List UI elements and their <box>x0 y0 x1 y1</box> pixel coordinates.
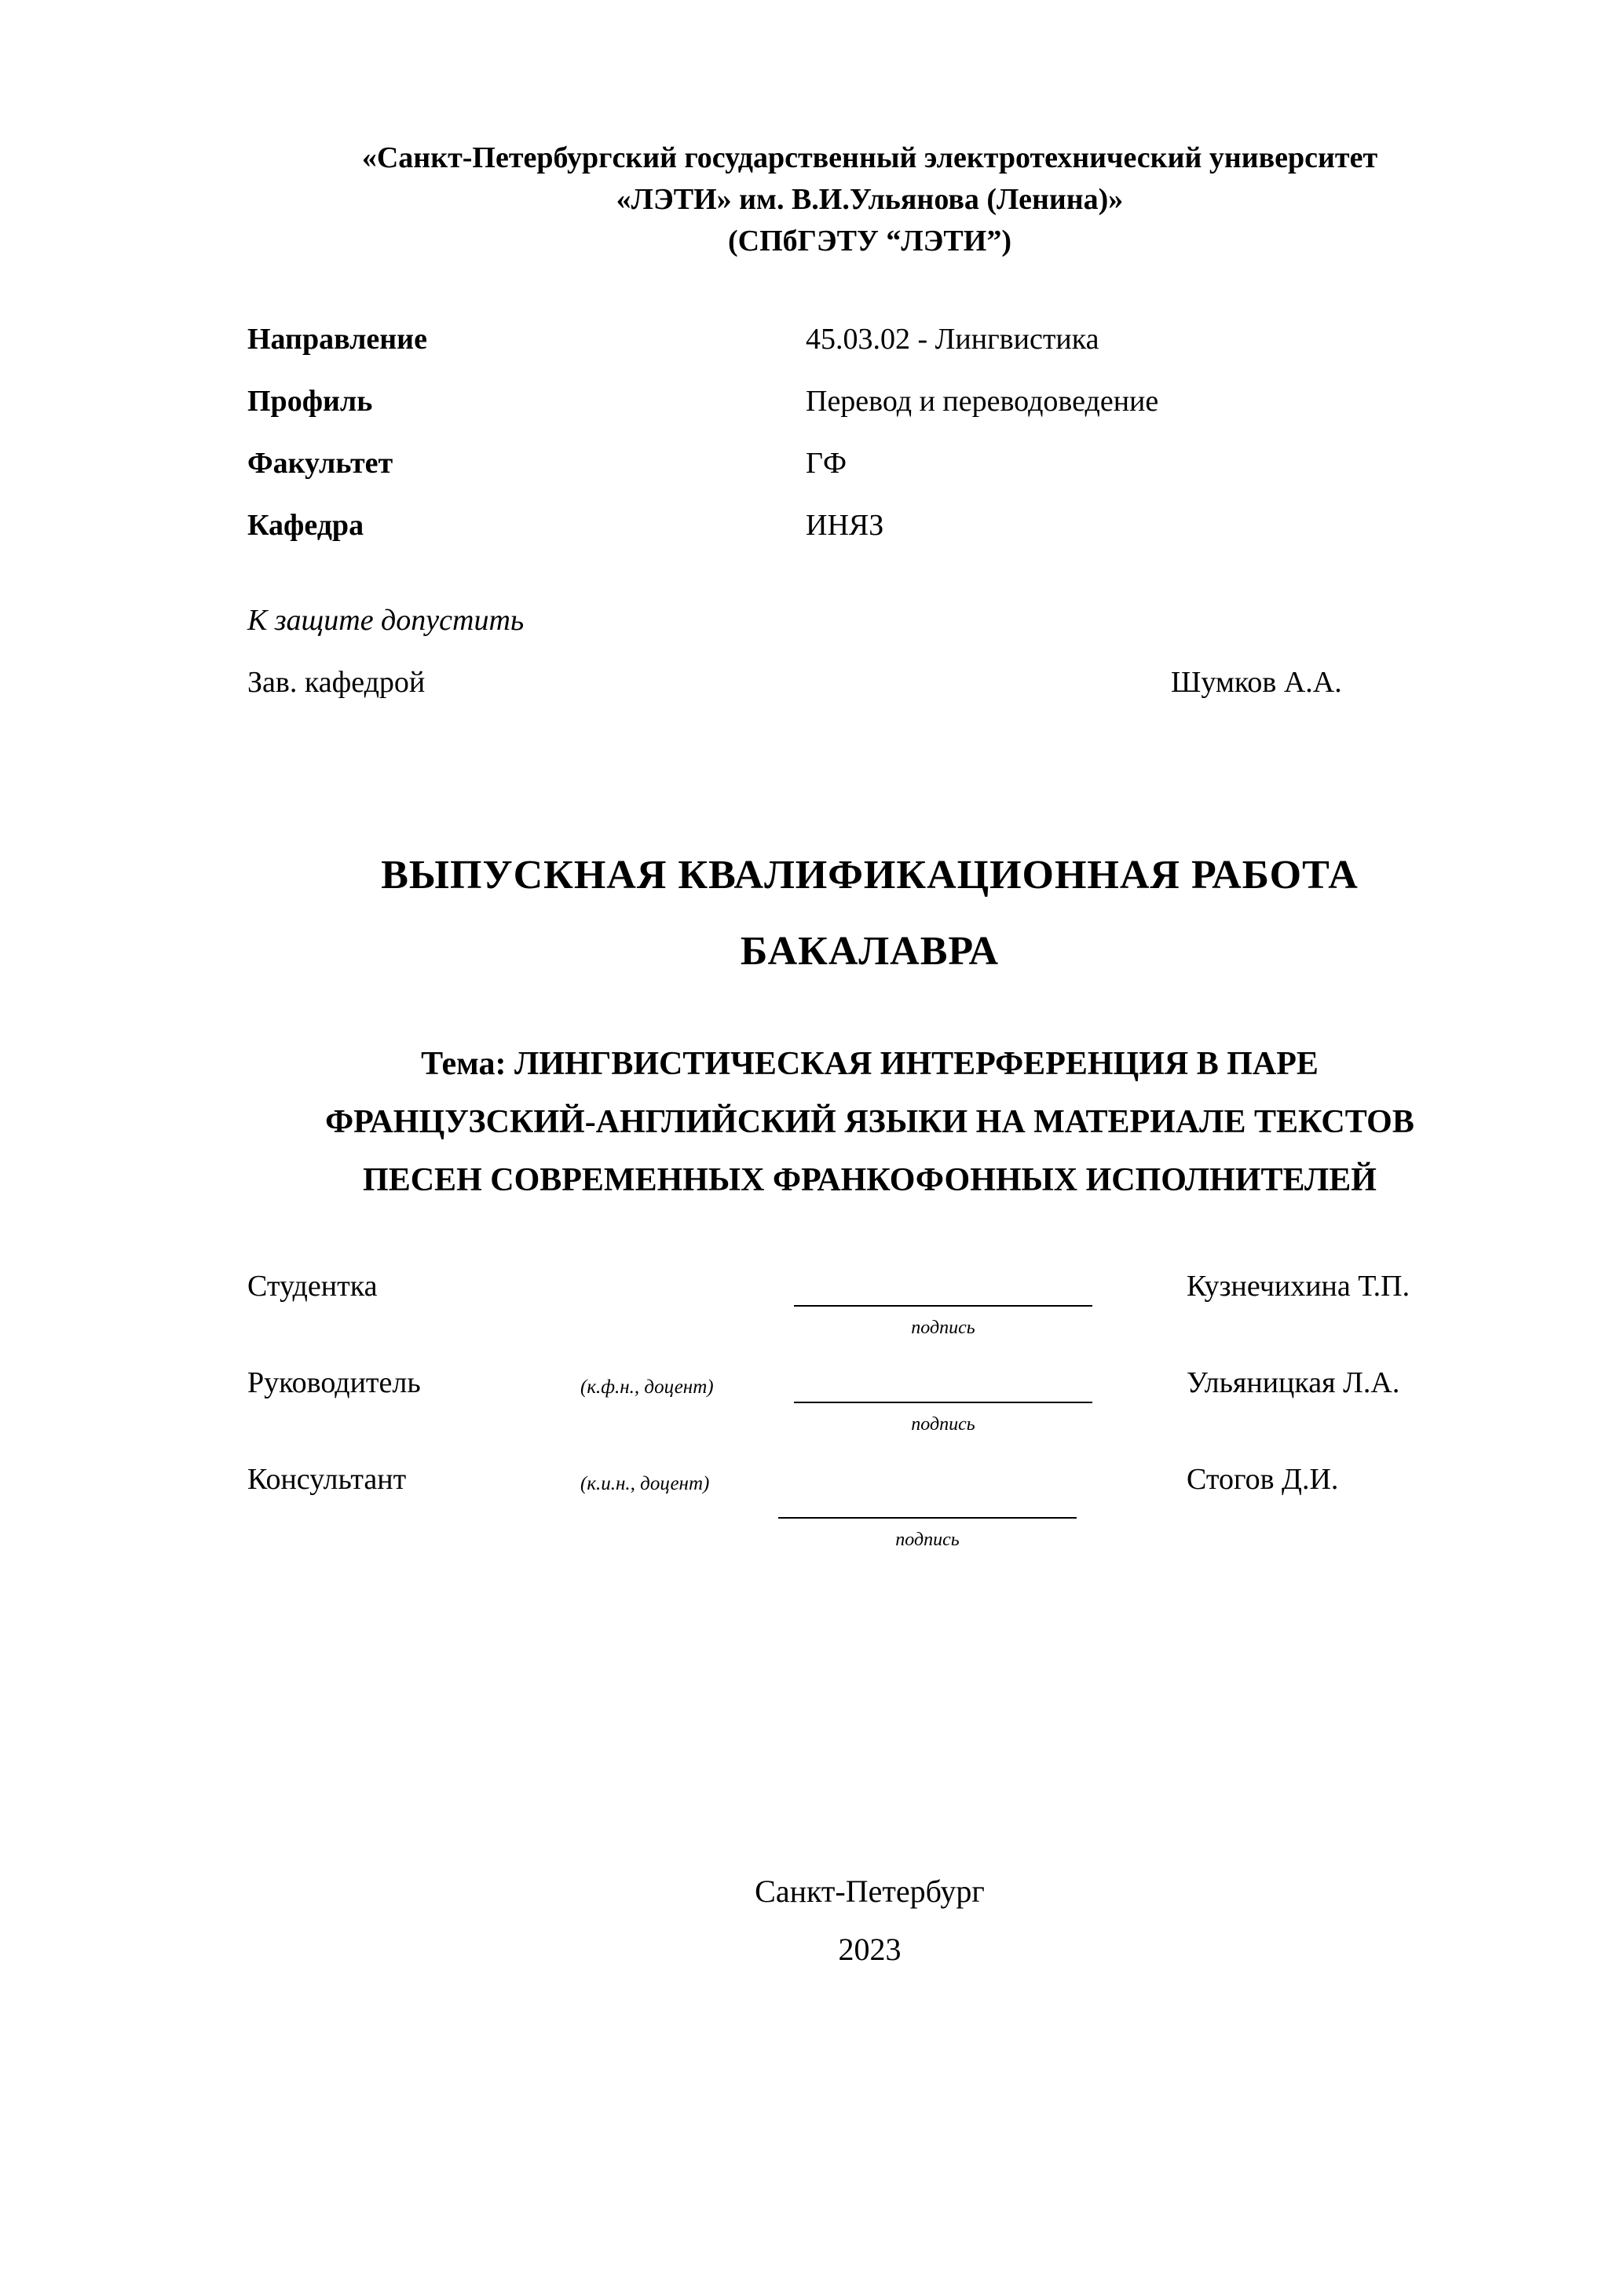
university-header-line2: «ЛЭТИ» им. В.И.Ульянова (Ленина)» <box>616 183 1124 216</box>
thesis-main-title-line2: БАКАЛАВРА <box>740 929 1000 974</box>
signature-line <box>794 1269 1092 1307</box>
signature-line <box>778 1481 1077 1519</box>
field-row-faculty <box>247 446 1508 508</box>
footer-block <box>232 1863 1508 1979</box>
signature-block <box>247 1269 1508 1559</box>
thesis-main-title <box>232 837 1508 989</box>
thesis-theme-line1: Тема: ЛИНГВИСТИЧЕСКАЯ ИНТЕРФЕРЕНЦИЯ В ПАРЕ <box>421 1046 1319 1082</box>
signature-degree-consultant: (к.и.н., доцент) <box>580 1473 710 1494</box>
signature-name-supervisor: Ульяницкая Л.А. <box>1187 1366 1400 1399</box>
signature-row-consultant <box>247 1462 1508 1559</box>
signature-role-supervisor: Руководитель <box>247 1366 421 1399</box>
field-value-department: ИНЯЗ <box>806 509 884 542</box>
signature-degree-supervisor: (к.ф.н., доцент) <box>580 1377 714 1398</box>
university-header-line3: (СПбГЭТУ “ЛЭТИ”) <box>728 225 1011 258</box>
signature-caption: подпись <box>911 1414 975 1435</box>
footer-year: 2023 <box>838 1932 902 1967</box>
thesis-main-title-line1: ВЫПУСКНАЯ КВАЛИФИКАЦИОННАЯ РАБОТА <box>381 853 1359 898</box>
program-fields <box>247 322 1508 570</box>
signature-name-student: Кузнечихина Т.П. <box>1187 1270 1410 1303</box>
signature-field-student <box>794 1269 1092 1341</box>
field-row-department <box>247 508 1508 570</box>
signature-caption: подпись <box>911 1318 975 1338</box>
signature-line <box>794 1366 1092 1403</box>
university-header <box>232 137 1508 262</box>
field-label-department: Кафедра <box>247 509 364 542</box>
department-head-label: Зав. кафедрой <box>247 666 426 699</box>
field-value-direction: 45.03.02 - Лингвистика <box>806 323 1099 356</box>
signature-row-student <box>247 1269 1508 1366</box>
field-row-direction <box>247 322 1508 384</box>
thesis-theme-line3: ПЕСЕН СОВРЕМЕННЫХ ФРАНКОФОННЫХ ИСПОЛНИТЕЛЕЙ <box>363 1162 1377 1198</box>
permit-line: К защите допустить <box>247 604 525 637</box>
thesis-theme <box>232 1035 1508 1209</box>
field-label-profile: Профиль <box>247 385 373 418</box>
field-label-direction: Направление <box>247 323 427 356</box>
field-row-profile <box>247 384 1508 446</box>
signature-field-supervisor <box>794 1366 1092 1438</box>
footer-city: Санкт-Петербург <box>755 1874 985 1909</box>
field-value-faculty: ГФ <box>806 447 847 480</box>
university-header-line1: «Санкт-Петербургский государственный электротехнический университет <box>361 141 1378 174</box>
signature-role-consultant: Консультант <box>247 1463 407 1496</box>
signature-name-consultant: Стогов Д.И. <box>1187 1463 1339 1496</box>
department-head-row <box>247 665 1508 712</box>
field-value-profile: Перевод и переводоведение <box>806 385 1159 418</box>
approval-block <box>247 603 1508 712</box>
thesis-theme-line2: ФРАНЦУЗСКИЙ-АНГЛИЙСКИЙ ЯЗЫКИ НА МАТЕРИАЛЕ ТЕКСТОВ <box>325 1104 1414 1140</box>
signature-row-supervisor <box>247 1366 1508 1462</box>
department-head-name: Шумков А.А. <box>1171 666 1342 699</box>
field-label-faculty: Факультет <box>247 447 393 480</box>
signature-field-consultant <box>778 1481 1077 1553</box>
signature-role-student: Студентка <box>247 1270 378 1303</box>
signature-caption: подпись <box>895 1530 960 1550</box>
